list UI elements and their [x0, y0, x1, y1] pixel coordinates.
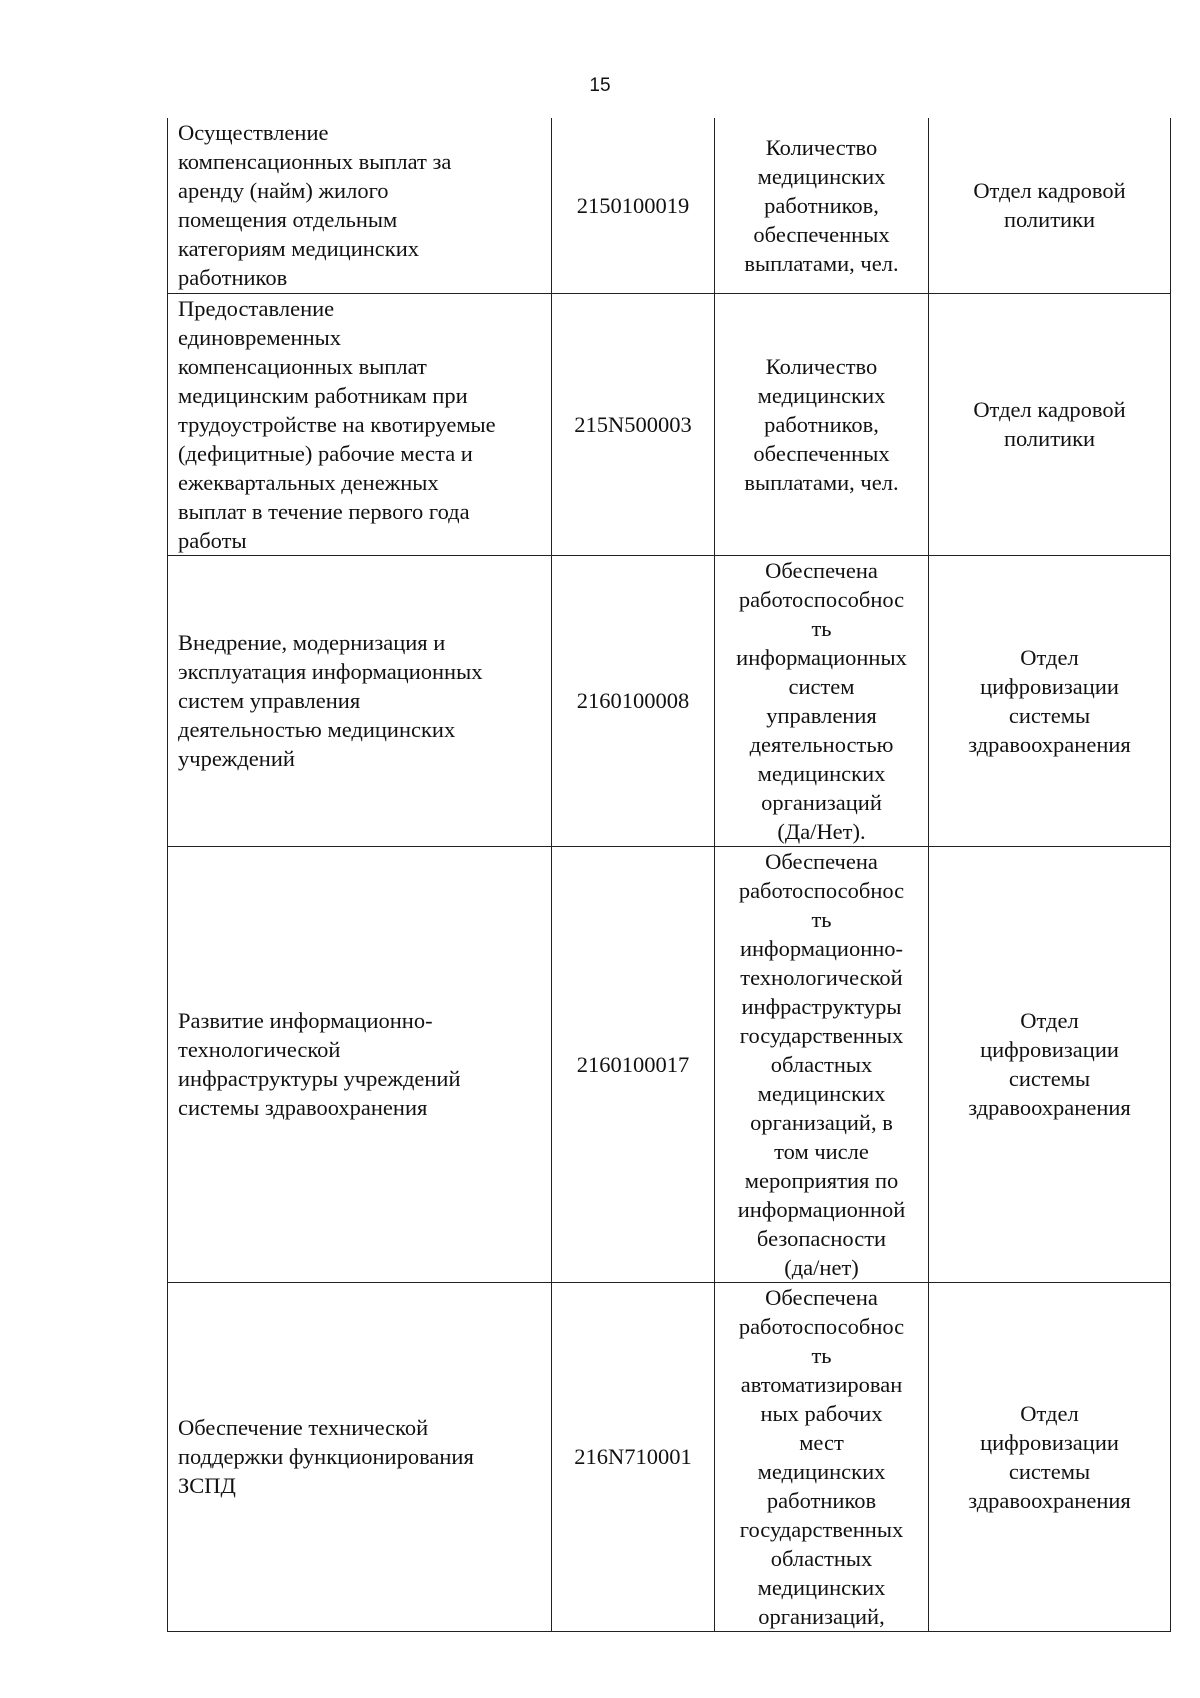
department-cell: [929, 1282, 1171, 1631]
indicator-cell: [715, 1282, 929, 1631]
measure-name: Обеспечение технической поддержки функционирования ЗСПД: [178, 1415, 474, 1498]
indicator-cell: [715, 118, 929, 293]
table-row: [168, 555, 1171, 846]
table-row: [168, 1282, 1171, 1631]
department-cell: [929, 118, 1171, 293]
department-name: Отдел кадровой политики: [973, 178, 1126, 233]
measure-name-cell: [168, 555, 552, 846]
department-cell: [929, 555, 1171, 846]
measure-name-cell: [168, 1282, 552, 1631]
budget-code: 216N710001: [574, 1444, 692, 1469]
table-row: [168, 118, 1171, 293]
indicator-cell: [715, 846, 929, 1282]
indicator-cell: [715, 555, 929, 846]
budget-code: 2150100019: [576, 192, 690, 218]
budget-code-cell: [552, 846, 715, 1282]
budget-code: 2160100017: [576, 1051, 690, 1077]
table-row: [168, 846, 1171, 1282]
measure-name: Внедрение, модернизация и эксплуатация информационных систем управления деятельностью медицинских учреждений: [178, 630, 483, 771]
measure-name-cell: [168, 293, 552, 555]
indicator-text: Обеспечена работоспособнос ть информационно- технологической инфраструктуры государственных областных медицинских организаций, в том числе мероприятия по информационной безопасности (да/нет): [737, 848, 906, 1280]
department-name: Отдел цифровизации системы здравоохранения: [968, 1400, 1131, 1513]
measure-name-cell: [168, 118, 552, 293]
measure-name: Развитие информационно- технологической инфраструктуры учреждений системы здравоохранения: [178, 1008, 461, 1120]
measures-table: [167, 118, 1171, 1632]
table-row: [168, 293, 1171, 555]
indicator-cell: [715, 293, 929, 555]
measure-name: Предоставление единовременных компенсационных выплат медицинским работникам при трудоустройстве на квотируемые (дефицитные) рабочие места и ежеквартальных денежных выплат в течение первого года работы: [178, 295, 496, 553]
page-number: 15: [589, 75, 611, 96]
budget-code-cell: [552, 1282, 715, 1631]
budget-code: 215N500003: [574, 411, 692, 437]
budget-code-cell: [552, 293, 715, 555]
department-cell: [929, 293, 1171, 555]
department-cell: [929, 846, 1171, 1282]
budget-code-cell: [552, 555, 715, 846]
indicator-text: Количество медицинских работников, обеспеченных выплатами, чел.: [744, 134, 899, 276]
indicator-text: Обеспечена работоспособнос ть информационных систем управления деятельностью медицинских организаций (Да/Нет).: [736, 557, 907, 844]
budget-code: 2160100008: [576, 688, 690, 713]
measure-name-cell: [168, 846, 552, 1282]
indicator-text: Обеспечена работоспособнос ть автоматизирован ных рабочих мест медицинских работников государственных областных медицинских организаций,: [738, 1284, 905, 1629]
department-name: Отдел цифровизации системы здравоохранения: [968, 644, 1131, 757]
department-name: Отдел кадровой политики: [973, 397, 1126, 451]
measure-name: Осуществление компенсационных выплат за аренду (найм) жилого помещения отдельным категориям медицинских работников: [178, 120, 452, 291]
department-name: Отдел цифровизации системы здравоохранения: [968, 1008, 1131, 1120]
budget-code-cell: [552, 118, 715, 293]
indicator-text: Количество медицинских работников, обеспеченных выплатами, чел.: [744, 353, 899, 495]
